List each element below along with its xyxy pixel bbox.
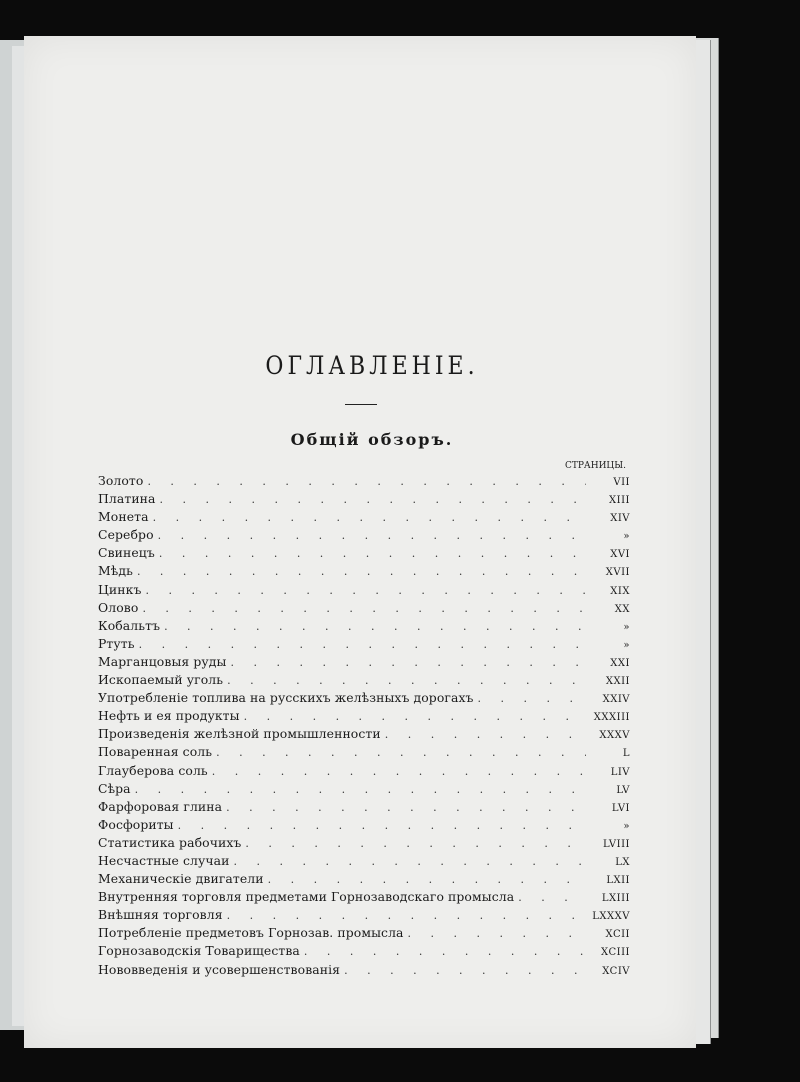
- toc-entry-label: Глауберова соль: [98, 762, 208, 778]
- dot-leader: [227, 674, 586, 687]
- toc-entry-page: »: [623, 820, 630, 832]
- toc-entry[interactable]: [98, 600, 630, 618]
- dot-leader: [233, 855, 586, 868]
- dot-leader: [142, 602, 586, 615]
- toc-entry[interactable]: [98, 563, 630, 581]
- toc-entry[interactable]: [98, 925, 630, 943]
- dot-leader: [518, 891, 586, 904]
- dot-leader: [145, 584, 586, 597]
- toc-entry-label: Монета: [98, 509, 149, 525]
- toc-entry-page: LVI: [611, 802, 630, 814]
- toc-entry-page: L: [622, 748, 630, 760]
- dot-leader: [212, 765, 586, 778]
- toc-entry[interactable]: [98, 527, 630, 545]
- toc-entry[interactable]: [98, 582, 630, 600]
- toc-entry-page: XXI: [610, 657, 630, 669]
- toc-entry[interactable]: [98, 962, 630, 980]
- dot-leader: [268, 873, 586, 886]
- dot-leader: [147, 475, 586, 488]
- dot-leader: [478, 692, 586, 705]
- dot-leader: [160, 493, 586, 506]
- toc-entry-page: »: [623, 531, 630, 543]
- toc-entry[interactable]: [98, 889, 630, 907]
- toc-entry-page: XXXIII: [593, 712, 630, 724]
- toc-entry-label: Употребленіе топлива на русскихъ желѣзныхъ дорогахъ: [98, 690, 474, 706]
- toc-entry-label: Произведенія желѣзной промышленности: [98, 726, 381, 742]
- dot-leader: [344, 964, 586, 977]
- toc-entry[interactable]: [98, 690, 630, 708]
- section-subtitle: Общій обзоръ.: [290, 430, 454, 449]
- toc-entry-page: »: [623, 639, 630, 651]
- toc-entry[interactable]: [98, 726, 630, 744]
- book-page: [24, 36, 696, 1048]
- toc-entry-label: Статистика рабочихъ: [98, 834, 242, 850]
- dot-leader: [408, 927, 586, 940]
- toc-entry[interactable]: [98, 672, 630, 690]
- toc-entry-page: XCIV: [602, 965, 630, 977]
- dot-leader: [227, 909, 586, 922]
- toc-entry-label: Внѣшняя торговля: [98, 907, 223, 923]
- dot-leader: [178, 819, 586, 832]
- toc-entry-label: Олово: [98, 599, 139, 615]
- page-title: ОГЛАВЛЕНІЕ.: [265, 352, 479, 381]
- toc-entry-page: XCIII: [601, 947, 630, 959]
- dot-leader: [137, 565, 586, 578]
- toc-entry[interactable]: [98, 781, 630, 799]
- table-of-contents: [98, 473, 630, 980]
- toc-entry-page: XIII: [609, 495, 630, 507]
- dot-leader: [226, 801, 586, 814]
- toc-entry-page: LIV: [610, 766, 630, 778]
- toc-entry-page: XVII: [605, 567, 630, 579]
- dot-leader: [304, 945, 586, 958]
- dot-leader: [216, 746, 586, 759]
- toc-entry-page: VII: [613, 477, 630, 488]
- toc-entry-page: LXII: [606, 875, 630, 887]
- toc-entry-page: XCII: [605, 929, 630, 941]
- toc-entry-page: XXIV: [602, 694, 630, 706]
- toc-entry[interactable]: [98, 853, 630, 871]
- dot-leader: [135, 783, 586, 796]
- toc-entry-label: Цинкъ: [98, 581, 142, 597]
- dot-leader: [244, 710, 586, 723]
- toc-entry[interactable]: [98, 509, 630, 527]
- toc-entry[interactable]: [98, 636, 630, 654]
- toc-entry-label: Золото: [98, 473, 144, 488]
- toc-entry-page: LX: [615, 856, 630, 868]
- dot-leader: [164, 620, 586, 633]
- toc-entry-page: LXXXV: [592, 911, 630, 923]
- toc-entry-page: XIV: [610, 513, 630, 525]
- dot-leader: [245, 837, 586, 850]
- dot-leader: [153, 511, 586, 524]
- toc-entry-label: Фосфориты: [98, 816, 174, 832]
- pages-column-header: СТРАНИЦЫ.: [564, 461, 626, 471]
- toc-entry-page: LV: [616, 784, 630, 796]
- dot-leader: [159, 547, 586, 560]
- toc-entry-label: Нововведенія и усовершенствованія: [98, 961, 341, 977]
- toc-entry[interactable]: [98, 763, 630, 781]
- toc-entry-label: Сѣра: [98, 780, 131, 796]
- toc-entry[interactable]: [98, 871, 630, 889]
- toc-entry-label: Потребленіе предметовъ Горнозав. промысла: [98, 925, 404, 941]
- toc-entry-page: LVIII: [602, 838, 630, 850]
- toc-entry[interactable]: [98, 618, 630, 636]
- toc-entry[interactable]: [98, 817, 630, 835]
- toc-entry-label: Серебро: [98, 527, 154, 543]
- dot-leader: [158, 529, 586, 542]
- toc-entry[interactable]: [98, 835, 630, 853]
- toc-entry-label: Свинецъ: [98, 545, 155, 561]
- toc-entry-label: Несчастные случаи: [98, 852, 230, 868]
- title-divider: [345, 404, 377, 405]
- toc-entry[interactable]: [98, 473, 630, 491]
- toc-entry[interactable]: [98, 744, 630, 762]
- toc-entry-label: Нефть и ея продукты: [98, 708, 240, 724]
- toc-entry[interactable]: [98, 799, 630, 817]
- toc-entry-page: XIX: [610, 585, 630, 597]
- dot-leader: [385, 728, 586, 741]
- toc-entry[interactable]: [98, 708, 630, 726]
- toc-entry[interactable]: [98, 907, 630, 925]
- toc-entry-label: Внутренняя торговля предметами Горнозаводскаго промысла: [98, 889, 515, 905]
- toc-entry-label: Фарфоровая глина: [98, 798, 223, 814]
- toc-entry-label: Ископаемый уголь: [98, 672, 224, 688]
- toc-entry[interactable]: [98, 491, 630, 509]
- toc-entry-label: Кобальтъ: [98, 617, 161, 633]
- dot-leader: [139, 638, 586, 651]
- toc-entry-page: XVI: [610, 549, 630, 561]
- toc-entry-page: XXII: [605, 676, 630, 688]
- toc-entry[interactable]: [98, 545, 630, 563]
- toc-entry[interactable]: [98, 943, 630, 961]
- toc-entry-page: LXIII: [601, 893, 630, 905]
- toc-entry-label: Ртуть: [98, 635, 135, 651]
- toc-entry-label: Мѣдь: [98, 563, 133, 579]
- toc-entry-label: Марганцовыя руды: [98, 653, 227, 669]
- toc-entry-label: Горнозаводскія Товарищества: [98, 943, 300, 959]
- toc-entry-label: Платина: [98, 491, 156, 507]
- toc-entry-page: XX: [614, 603, 630, 615]
- dot-leader: [230, 656, 586, 669]
- toc-entry-label: Поваренная соль: [98, 744, 213, 760]
- toc-entry-page: »: [623, 621, 630, 633]
- toc-entry-page: XXXV: [599, 730, 630, 742]
- toc-entry[interactable]: [98, 654, 630, 672]
- toc-entry-label: Механическіе двигатели: [98, 871, 264, 887]
